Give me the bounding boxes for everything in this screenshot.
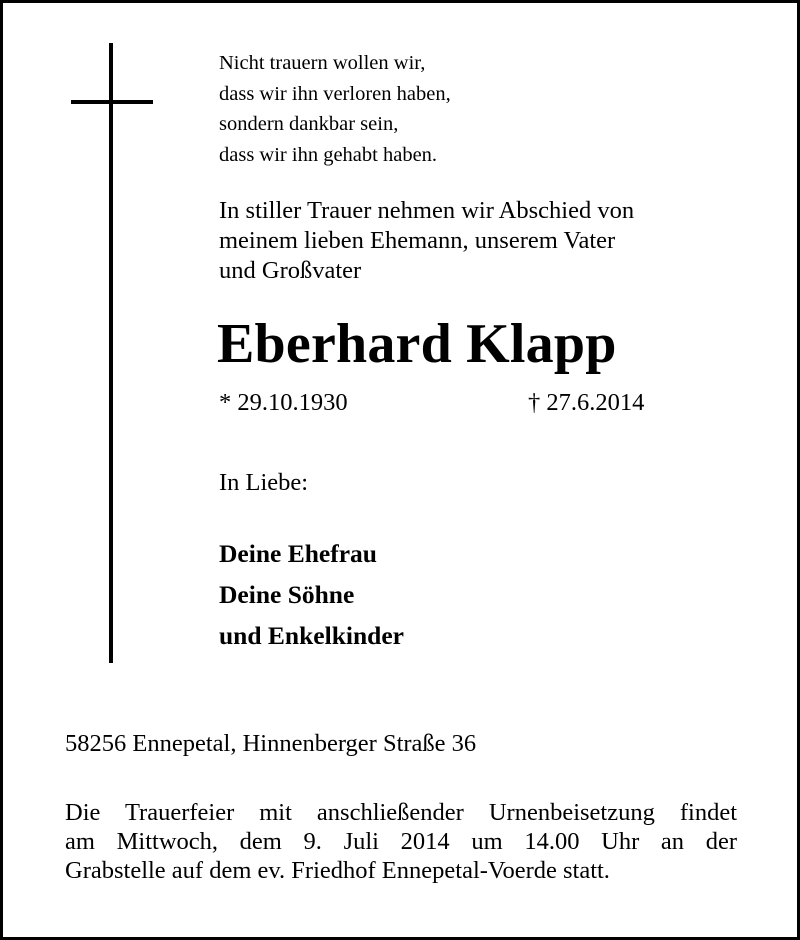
mourners-list — [219, 533, 404, 656]
poem-line: dass wir ihn gehabt haben. — [219, 143, 438, 166]
poem-line: sondern dankbar sein, — [219, 113, 399, 135]
mourner-item: Deine Ehefrau — [219, 539, 377, 568]
service-line: Grabstelle auf dem ev. Friedhof Ennepetal-Voerde statt. — [65, 857, 610, 884]
service-line: am Mittwoch, dem 9. Juli 2014 um 14.00 Uhr an der — [65, 828, 737, 855]
service-line: Die Trauerfeier mit anschließender Urnenbeisetzung findet — [65, 799, 737, 826]
poem-line: dass wir ihn verloren haben, — [219, 82, 451, 105]
intro-line: meinem lieben Ehemann, unserem Vater — [219, 227, 616, 254]
family-address: 58256 Ennepetal, Hinnenberger Straße 36 — [65, 730, 477, 757]
birth-date: * 29.10.1930 — [219, 389, 348, 416]
in-love-label: In Liebe: — [219, 469, 309, 496]
cross-icon-vertical-bar — [109, 43, 113, 663]
farewell-intro — [219, 196, 634, 286]
death-date: † 27.6.2014 — [528, 389, 645, 416]
mourner-item: Deine Söhne — [219, 580, 355, 609]
funeral-service-notice — [65, 798, 737, 885]
poem-verse — [219, 48, 451, 170]
deceased-name: Eberhard Klapp — [217, 313, 617, 375]
poem-line: Nicht trauern wollen wir, — [219, 52, 426, 74]
intro-line: In stiller Trauer nehmen wir Abschied von — [219, 197, 635, 224]
intro-line: und Großvater — [219, 257, 362, 284]
mourner-item: und Enkelkinder — [219, 621, 404, 650]
cross-icon-horizontal-bar — [71, 100, 153, 104]
